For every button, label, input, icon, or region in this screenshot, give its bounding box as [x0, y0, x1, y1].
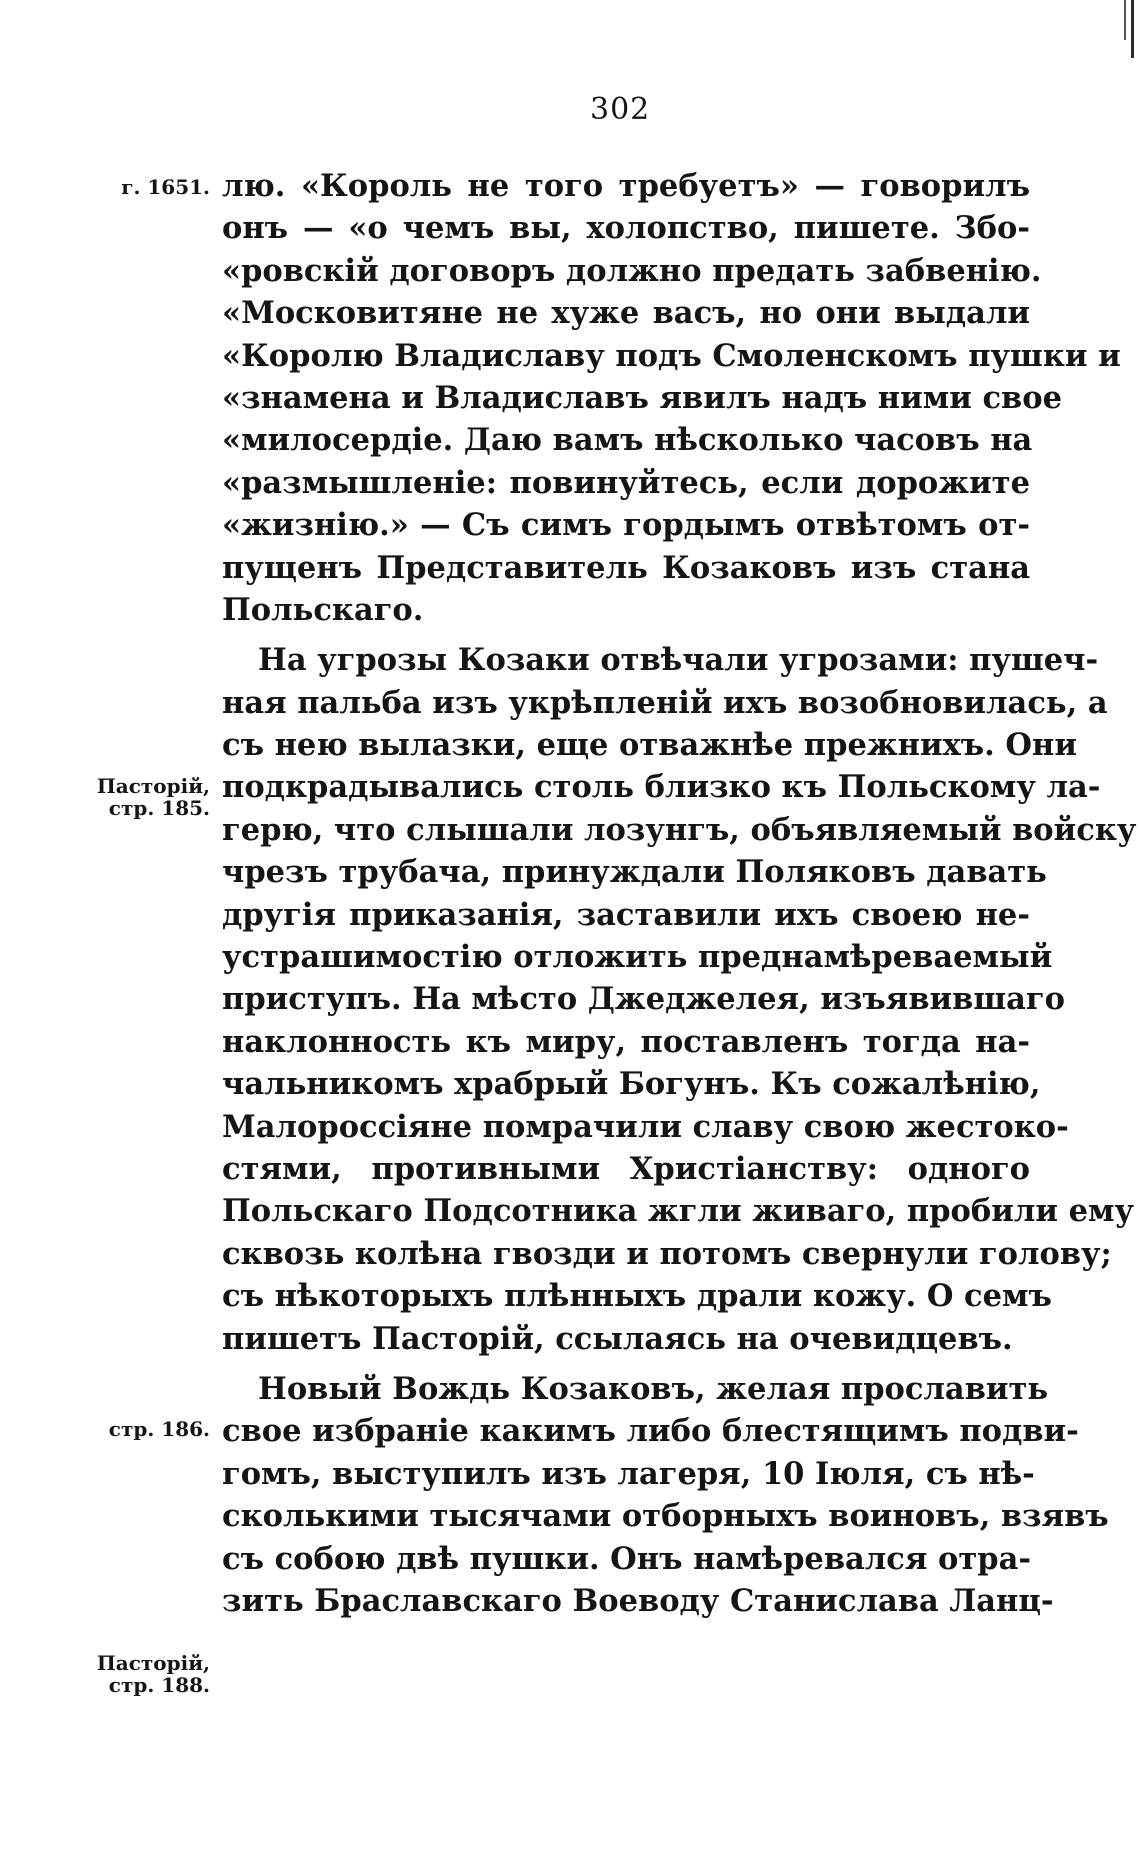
- margin-note-page: стр. 185.: [108, 796, 210, 820]
- scan-edge-mark: [1131, 0, 1134, 58]
- text-line: сквозь колѣна гвозди и потомъ свернули голову;: [222, 1235, 1112, 1272]
- text-line: зить Браславскаго Воеводу Станислава Ланц-: [222, 1582, 1054, 1619]
- text-line: свое избраніе какимъ либо блестящимъ подви-: [222, 1413, 1079, 1450]
- text-line: стями, противными Христіанству: одного: [222, 1150, 1030, 1187]
- text-line: съ нѣкоторыхъ плѣнныхъ драли кожу. О семъ: [222, 1278, 1052, 1315]
- text-line: «Московитяне не хуже васъ, но они выдали: [222, 295, 1030, 332]
- text-line: наклонность къ миру, поставленъ тогда на-: [222, 1023, 1030, 1060]
- text-line: чальникомъ храбрый Богунъ. Къ сожалѣнію,: [222, 1066, 1041, 1103]
- page-number: 302: [590, 92, 651, 127]
- margin-note-pastorius: [40, 1652, 210, 1696]
- text-line: другія приказанія, заставили ихъ своею не-: [222, 896, 1030, 933]
- margin-note-source: Пасторій,: [96, 1651, 210, 1675]
- text-line: Польскаго Подсотника жгли живаго, пробили ему: [222, 1193, 1135, 1230]
- text-line: Польскаго.: [222, 591, 424, 628]
- text-line: съ собою двѣ пушки. Онъ намѣревался отра-: [222, 1540, 1032, 1577]
- text-line: «Королю Владиславу подъ Смоленскомъ пушки и: [222, 337, 1121, 374]
- text-line: подкрадывались столь близко къ Польскому ла-: [222, 769, 1101, 806]
- text-line: сколькими тысячами отборныхъ воиновъ, взявъ: [222, 1498, 1109, 1535]
- text-line: приступъ. На мѣсто Джеджелея, изъявившаго: [222, 981, 1065, 1018]
- margin-note-source: Пасторій,: [96, 774, 210, 798]
- text-line: «знамена и Владиславъ явилъ надъ ними свое: [222, 379, 1062, 416]
- text-line: съ нею вылазки, еще отважнѣе прежнихъ. Они: [222, 727, 1077, 764]
- text-line: Малороссіяне помрачили славу свою жестоко-: [222, 1108, 1069, 1145]
- text-line: лю. «Король не того требуетъ» — говорилъ: [222, 168, 1030, 204]
- text-line: онъ — «о чемъ вы, холопство, пишете. Збо-: [222, 210, 1030, 247]
- text-line: чрезъ трубача, принуждали Поляковъ давать: [222, 854, 1047, 891]
- text-line: пишетъ Пасторій, ссылаясь на очевидцевъ.: [222, 1320, 1013, 1357]
- margin-note-page-186: стр. 186.: [108, 1417, 210, 1441]
- paragraph-start-line: Новый Вождь Козаковъ, желая прославить: [258, 1370, 1049, 1407]
- margin-note-pastorius: [40, 775, 210, 819]
- text-line: герю, что слышали лозунгъ, объявляемый войску: [222, 811, 1137, 848]
- margin-note-year: г. 1651.: [121, 175, 210, 199]
- text-line: «размышленіе: повинуйтесь, если дорожите: [222, 464, 1030, 501]
- text-line: «милосердіе. Даю вамъ нѣсколько часовъ на: [222, 422, 1033, 459]
- scan-edge-mark: [1124, 0, 1126, 40]
- margin-note-page: стр. 188.: [108, 1673, 210, 1697]
- text-line: ная пальба изъ укрѣпленій ихъ возобновилась, а: [222, 684, 1108, 721]
- text-line: пущенъ Представитель Козаковъ изъ стана: [222, 549, 1030, 586]
- text-line: гомъ, выступилъ изъ лагеря, 10 Іюля, съ нѣ-: [222, 1455, 1035, 1492]
- paragraph-start-line: На угрозы Козаки отвѣчали угрозами: пушеч-: [258, 642, 1099, 679]
- text-line: «ровскій договоръ должно предать забвенію.: [222, 252, 1042, 289]
- body-text: [222, 165, 1137, 1622]
- text-line: устрашимостію отложить преднамѣреваемый: [222, 939, 1053, 976]
- text-line: «жизнію.» — Съ симъ гордымъ отвѣтомъ от-: [222, 507, 1030, 544]
